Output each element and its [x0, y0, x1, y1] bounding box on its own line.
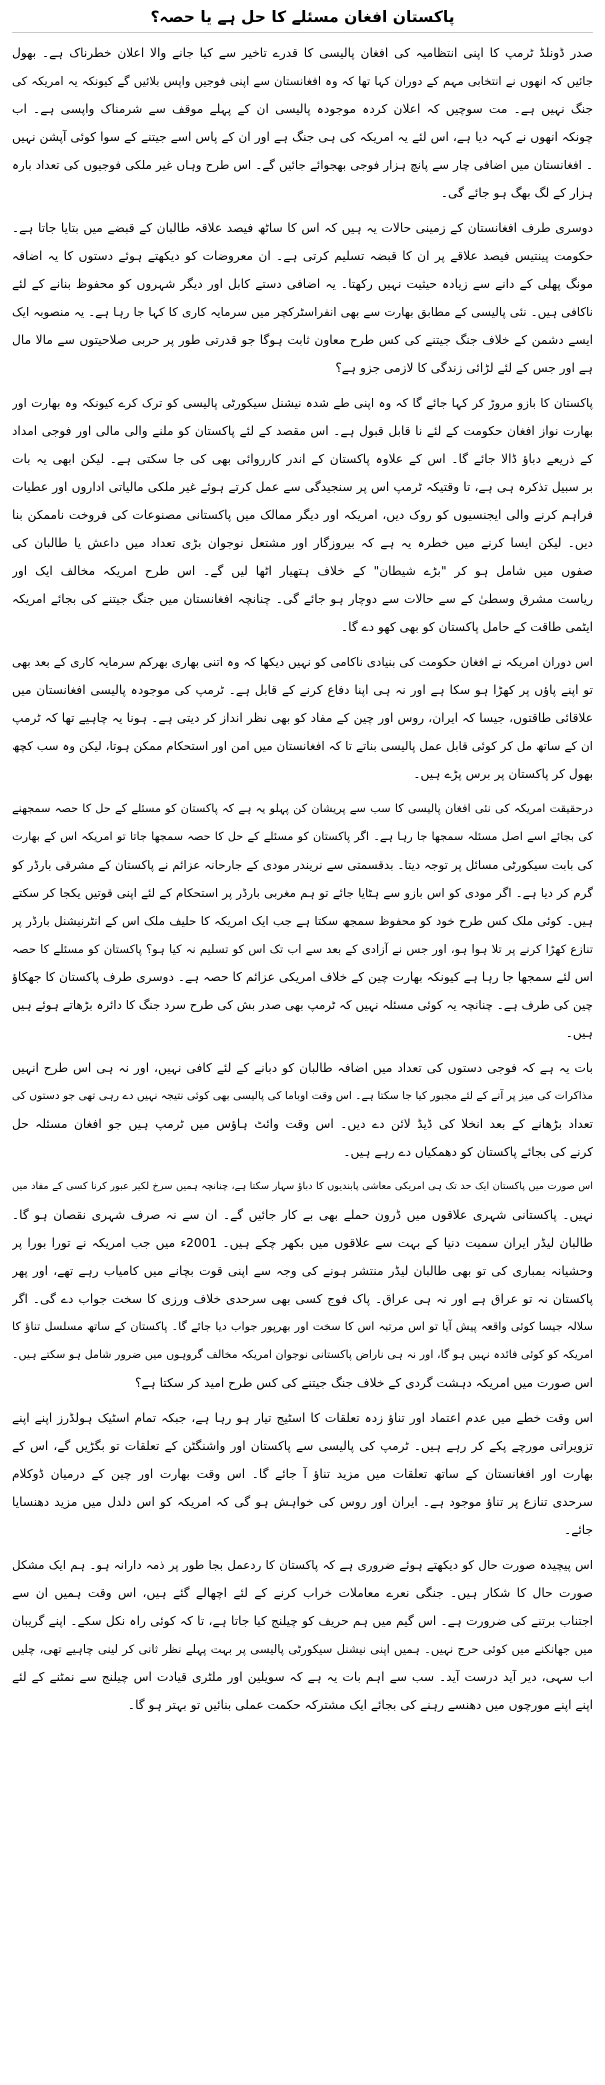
article-title: پاکستان افغان مسئلے کا حل ہے یا حصہ؟ [12, 4, 593, 33]
paragraph-line: جائیں کہ انھوں نے انتخابی مہم کے دوران کہا تھا کہ وہ افغانستان سے اپنی فوجیں واپس بلائیں گے کیونکہ یہ امریکہ کی [12, 74, 593, 88]
paragraph-line: بات یہ ہے کہ فوجی دستوں کی تعداد میں اضافہ طالبان کو دبانے کے لئے کافی نہیں، اور نہ ہی اس طرح انہیں [12, 1061, 593, 1075]
paragraph-line: نہیں۔ پاکستانی شہری علاقوں میں ڈرون حملے بھی بے کار جائیں گے۔ ان سے نہ صرف شہری نقصان ہو گا۔ [12, 1208, 593, 1222]
paragraph-line: بر سبیل تذکرہ ہی ہے، تا وقتیکہ ٹرمپ اس پر سنجیدگی سے عمل کرتے ہوئے غیر ملکی مالیاتی اداروں اور عطیات [12, 480, 593, 494]
paragraph-line: صفوں میں شامل ہو کر "بڑے شیطان" کے خلاف ہتھیار اٹھا لیں گے۔ اس طرح امریکہ مخالف ایک اور [12, 564, 593, 578]
paragraph-line: کی بابت سیکورٹی مسائل پر توجہ دیتا۔ بدقسمتی سے نریندر مودی کے جارحانہ عزائم نے پاکستان کے مشرقی بارڈر کو [12, 858, 593, 872]
paragraph-line: دوسری طرف افغانستان کے زمینی حالات یہ ہیں کہ اس کا ساٹھ فیصد علاقہ طالبان کے قبضے میں بتایا جاتا ہے۔ [12, 221, 593, 235]
paragraph-line: دیں۔ لیکن ایسا کرنے میں خطرہ یہ ہے کہ بیروزگار اور مشتعل نوجوان بڑی تعداد میں داعش یا طالبان کی [12, 536, 593, 550]
paragraph-line: ایٹمی طاقت کے حامل پاکستان کو بھی کھو دے گا۔ [340, 620, 593, 634]
paragraph-line: امریکہ کو کوئی فائدہ نہیں ہو گا، اور نہ ہی ناراض پاکستانی نوجوان امریکہ مخالف گروہوں میں ضرور شامل ہو سکتے ہیں۔ [12, 1348, 593, 1361]
paragraph-line: صدر ڈونلڈ ٹرمپ کا اپنی انتظامیہ کی افغان پالیسی کا قدرے تاخیر سے کیا جانے والا اعلان خطرناک ہے۔ بھول [12, 46, 593, 60]
paragraph-line: درحقیقت امریکہ کی نئی افغان پالیسی کا سب سے پریشان کن پہلو یہ ہے کہ پاکستان کو مسئلے کے حل کا حصہ سمجھنے [12, 802, 593, 815]
paragraph-line: بھارت اور افغانستان کے ساتھ تعلقات میں مزید تناؤ آ جائے گا۔ اس وقت بھارت اور چین کے درمیان ڈوکلام [12, 1467, 593, 1481]
article-paragraph [12, 39, 593, 207]
paragraph-line: گرم کر دیا ہے۔ اگر مودی کو اس بازو سے ہٹایا جائے تو ہم مغربی بارڈر پر استحکام کے لئے اپنی قوتیں یکجا کر سکتے [12, 886, 593, 900]
paragraph-line: کی بجائے اسے اصل مسئلہ سمجھا جا رہا ہے۔ اگر پاکستان کو مسئلے کے حل کا حصہ سمجھا جاتا تو امریکہ اس کے بھارت [12, 830, 593, 843]
paragraph-line: مذاکرات کی میز پر آنے کے لئے مجبور کیا جا سکتا ہے۔ اس وقت اوباما کی پالیسی بھی کوئی نتیجہ نہیں دے رہی تھی جو دستوں کی [12, 1089, 593, 1102]
article-paragraph [12, 214, 593, 382]
paragraph-line: بھارت نواز افغان حکومت کے لئے نا قابل قبول ہے۔ اس مقصد کے لئے پاکستان کو ملنے والی مالی اور فوجی امداد [12, 424, 593, 438]
paragraph-line: تنازع کھڑا کرنے پر تلا ہوا ہو، اور جس نے آزادی کے بعد سے اب تک اس کو تسلیم نہ کیا ہو؟ پاکستان کو مسئلے کا حصہ [12, 942, 593, 956]
paragraph-line: سلالہ جیسا کوئی واقعہ پیش آیا تو اس مرتبہ اس کا سخت اور بھرپور جواب دیا جائے گا۔ پاکستان کے ساتھ مسلسل تناؤ کا [12, 1320, 593, 1333]
article-paragraph [12, 389, 593, 641]
paragraph-line: کرنے کی بجائے پاکستان کو دھمکیاں دے رہے ہیں۔ [343, 1145, 593, 1159]
paragraph-line: ہے اور جس کے لئے لڑائی زندگی کا لازمی جزو ہے؟ [335, 361, 593, 375]
paragraph-line: وحشیانہ بمباری کی تو بھی طالبان لیڈر منتشر ہونے کی وجہ سے اپنی قوت بچانے میں کامیاب رہے تھے، اور پھر [12, 1264, 593, 1278]
article-body [12, 39, 593, 1719]
paragraph-line: پاکستان کا بازو مروڑ کر کہا جائے گا کہ وہ اپنی طے شدہ نیشنل سیکورٹی پالیسی کو ترک کرے کیونکہ وہ بھارت اور [12, 396, 593, 410]
paragraph-line: سرحدی تنازع پر تناؤ موجود ہے۔ ایران اور روس کی خواہش ہو گی کہ امریکہ کو اس دلدل میں مزید دھنسایا [12, 1495, 593, 1509]
paragraph-line: چونکہ انھوں نے کہہ دیا ہے، اس لئے یہ امریکہ کی ہی جنگ ہے اور ان کے پاس اسے جیتنے کے سوا کوئی آپشن نہیں [12, 130, 593, 144]
paragraph-line: اس وقت خطے میں عدم اعتماد اور تناؤ زدہ تعلقات کا اسٹیج تیار ہو رہا ہے، جبکہ تمام اسٹیک ہولڈرز اپنے اپنے [12, 1411, 593, 1425]
paragraph-line: ہیں۔ [565, 1026, 593, 1040]
paragraph-line: طالبان لیڈر ایران سمیت دنیا کے بہت سے علاقوں میں بکھر چکے ہیں۔ 2001ء میں جب امریکہ نے تورا بورا پر [12, 1236, 593, 1250]
paragraph-line: اس صورت میں امریکہ دہشت گردی کے خلاف جنگ جیتنے کی کس طرح امید کر سکتا ہے؟ [135, 1376, 593, 1390]
paragraph-line: اس دوران امریکہ نے افغان حکومت کی بنیادی ناکامی کو نہیں دیکھا کہ وہ اتنی بھاری بھرکم سرمایہ کاری کے بعد بھی [12, 655, 593, 669]
paragraph-line: تعداد بڑھانے کے بعد انخلا کی ڈیڈ لائن دے دیں۔ اس وقت وائٹ ہاؤس میں ٹرمپ ہیں جو افغان مسئلہ حل [12, 1117, 593, 1131]
article-paragraph [12, 648, 593, 788]
paragraph-line: بھول کر پاکستان پر برس پڑے ہیں۔ [413, 767, 593, 781]
paragraph-line: ۔ افغانستان میں اضافی چار سے پانچ ہزار فوجی بھجوائے جائیں گے۔ اس طرح وہاں غیر ملکی فوجیوں کی تعداد بارہ [12, 158, 593, 172]
article-paragraph [12, 1054, 593, 1166]
article-paragraph [12, 1173, 593, 1397]
paragraph-line: ہزار کے لگ بھگ ہو جائے گی۔ [440, 186, 593, 200]
article-paragraph [12, 795, 593, 1047]
paragraph-line: اس لئے سمجھا جا رہا ہے کیونکہ بھارت چین کے خلاف امریکی عزائم کا حصہ ہے۔ دوسری طرف پاکستان کا جھکاؤ [12, 970, 593, 984]
paragraph-line: ان کے ساتھ مل کر کوئی قابل عمل پالیسی بناتے تا کہ افغانستان میں امن اور استحکام ممکن ہوتا، لیکن وہ سب کچھ [12, 739, 593, 753]
paragraph-line: ریاست مشرق وسطیٰ کے سے حالات سے دوچار ہو جائے گی۔ چنانچہ افغانستان میں جنگ جیتنے کی بجائے امریکہ [12, 592, 593, 606]
paragraph-line: کے ذریعے دباؤ ڈالا جائے گا۔ اس کے علاوہ پاکستان کے اندر کارروائی بھی کی جا سکتی ہے۔ لیکن ابھی یہ بات [12, 452, 593, 466]
paragraph-line: جنگ نہیں ہے۔ مت سوچیں کہ اعلان کردہ موجودہ پالیسی ان کے پہلے موقف سے شرمناک واپسی ہے۔ اب [12, 102, 593, 116]
paragraph-line: اس صورت میں پاکستان ایک حد تک ہی امریکی معاشی پابندیوں کا دباؤ سہار سکتا ہے، چنانچہ ہمیں سرخ لکیر عبور کرنا کسی کے مفاد میں [12, 1181, 593, 1192]
paragraph-line: تو اپنے پاؤں پر کھڑا ہو سکا ہے اور نہ ہی اپنا دفاع کرنے کے قابل ہے۔ ٹرمپ کی موجودہ پالیسی افغانستان میں [12, 683, 593, 697]
article-paragraph [12, 1551, 593, 1719]
paragraph-line: اس پیچیدہ صورت حال کو دیکھتے ہوئے ضروری ہے کہ پاکستان کا ردعمل بجا طور پر ذمہ دارانہ ہو۔ ہم ایک مشکل [12, 1558, 593, 1572]
paragraph-line: علاقائی طاقتوں، جیسا کہ ایران، روس اور چین کے مفاد کو بھی نظر انداز کر دیتی ہے۔ ہونا یہ چاہیے تھا کہ ٹرمپ [12, 711, 593, 725]
paragraph-line: تزویراتی مورچے پکے کر رہے ہیں۔ ٹرمپ کی پالیسی سے پاکستان اور واشنگٹن کے تعلقات تو بگڑیں گے، اس کے [12, 1439, 593, 1453]
paragraph-line: اب سہی، دیر آید درست آید۔ سب سے اہم بات یہ ہے کہ سویلین اور ملٹری قیادت اس چیلنج سے نمٹنے کے لئے [12, 1670, 593, 1684]
paragraph-line: فراہم کرنے والی ایجنسیوں کو روک دیں، امریکہ اور دیگر ممالک میں پاکستانی مصنوعات کی فروخت ناممکن بنا [12, 508, 593, 522]
paragraph-line: چین کی طرف ہے۔ چنانچہ یہ کوئی مسئلہ نہیں کہ ٹرمپ بھی صدر بش کی طرح سرد جنگ کا دائرہ بڑھاتے ہوئے ہیں [12, 998, 593, 1012]
paragraph-line: مونگ پھلی کے دانے سے زیادہ حیثیت نہیں رکھتا۔ یہ اضافی دستے کابل اور دیگر شہروں کو محفوظ بنانے کے لئے [12, 277, 593, 291]
paragraph-line: اجتناب برتنے کی ضرورت ہے۔ اس گیم میں ہم حریف کو چیلنج کیا جاتا ہے، تا کہ کوئی راہ نکل سکے۔ اپنے گریبان [12, 1614, 593, 1628]
paragraph-line: صورت حال کا شکار ہیں۔ جنگی نعرے معاملات خراب کرنے کے لئے اچھالے گئے ہیں، اس وقت ہمیں ان سے [12, 1586, 593, 1600]
article-paragraph [12, 1404, 593, 1544]
paragraph-line: پاکستان نہ تو عراق ہے اور نہ ہی عراق۔ پاک فوج کسی بھی سرحدی خلاف ورزی کا سخت جواب دے گی۔ اگر [12, 1292, 593, 1306]
paragraph-line: میں جھانکنے میں کوئی حرج نہیں۔ ہمیں اپنی نیشنل سیکورٹی پالیسی پر بہت پہلے نظر ثانی کر لینی چاہیے تھی، چلیں [12, 1642, 593, 1656]
paragraph-line: ہیں۔ کوئی ملک کس طرح خود کو محفوظ سمجھ سکتا ہے جب ایک امریکہ کا حلیف ملک اس کے انٹرنیشنل بارڈر پر [12, 914, 593, 928]
paragraph-line: جائے۔ [564, 1523, 593, 1537]
paragraph-line: حکومت پینتیس فیصد علاقے پر ان کا قبضہ تسلیم کرتی ہے۔ ان معروضات کو دیکھتے ہوئے دستوں کا یہ اضافہ [12, 249, 593, 263]
paragraph-line: اپنے اپنے مورچوں میں دھنسے رہنے کی بجائے ایک مشترکہ حکمت عملی بنائیں تو بہتر ہو گا۔ [127, 1698, 593, 1712]
paragraph-line: ایسے دشمن کے خلاف جنگ جیتنے کی کس طرح معاون ثابت ہوگا جو قدرتی طور پر حربی صلاحیتوں سے مالا مال [12, 333, 593, 347]
paragraph-line: ناکافی ہیں۔ نئی پالیسی کے مطابق بھارت سے بھی انفراسٹرکچر میں سرمایہ کاری کا کہا جا رہا ہے۔ یہ منصوبہ ایک [12, 305, 593, 319]
